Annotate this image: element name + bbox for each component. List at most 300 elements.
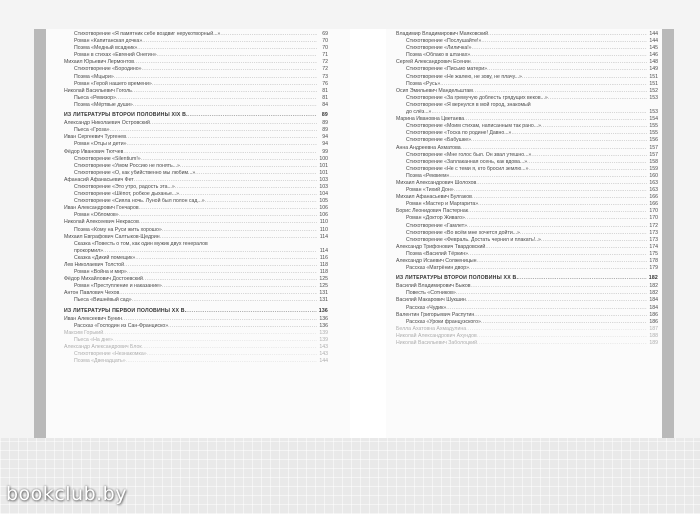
toc-entry-page: 100 <box>319 155 328 162</box>
toc-entry <box>396 208 658 215</box>
toc-entry-title: Роман «Отцы и дети» <box>74 141 127 148</box>
toc-entry <box>64 269 328 276</box>
leader-dots <box>531 152 647 159</box>
toc-entry <box>64 177 328 184</box>
toc-entry <box>396 109 658 116</box>
leader-dots <box>471 59 647 66</box>
toc-entry-page: 170 <box>649 215 658 222</box>
toc-entry-title: Роман в стихах «Евгений Онегин» <box>74 52 157 59</box>
leader-dots <box>162 283 317 290</box>
toc-entry <box>396 194 658 201</box>
section-heading <box>396 275 658 282</box>
toc-entry-page: 144 <box>649 38 658 45</box>
toc-entry <box>396 223 658 230</box>
toc-entry <box>64 323 328 330</box>
toc-entry-page: 143 <box>319 351 328 358</box>
toc-entry-title: Рассказ «Уроки французского» <box>406 318 481 325</box>
toc-entry-title: Осип Эмильевич Мандельштам <box>396 87 473 94</box>
toc-entry <box>396 283 658 290</box>
leader-dots <box>195 170 317 177</box>
leader-dots <box>126 358 317 365</box>
toc-entry-page: 160 <box>649 172 658 179</box>
toc-entry-title: Фёдор Иванович Тютчев <box>64 148 124 155</box>
toc-entry-page: 131 <box>319 290 328 297</box>
toc-entry <box>396 201 658 208</box>
toc-entry-page: 184 <box>649 304 658 311</box>
toc-entry-page: 94 <box>322 134 328 141</box>
toc-entry <box>396 81 658 88</box>
toc-entry-title: Стихотворение «Бабушке» <box>406 137 472 144</box>
toc-entry-title: Стихотворение «Гамлет» <box>406 222 467 229</box>
toc-entry <box>396 187 658 194</box>
leader-dots <box>485 244 647 251</box>
toc-entry <box>64 276 328 283</box>
toc-entry <box>396 319 658 326</box>
leader-dots <box>116 95 317 102</box>
toc-entry <box>64 59 328 66</box>
toc-entry-page: 136 <box>319 322 328 329</box>
toc-entry <box>396 102 658 109</box>
leader-dots <box>139 219 317 226</box>
leader-dots <box>134 177 317 184</box>
leader-dots <box>168 323 317 330</box>
toc-entry-page: 166 <box>649 194 658 201</box>
toc-entry-title: Рассказ «Чудик» <box>406 304 447 311</box>
leader-dots <box>477 333 647 340</box>
toc-entry-page: 163 <box>649 187 658 194</box>
toc-entry-title: Стихотворение «Лиличка!» <box>406 45 472 52</box>
toc-entry-title: Поэма «Кому на Руси жить хорошо» <box>74 226 162 233</box>
toc-entry-title: Стихотворение «Моим стихам, написанным так рано...» <box>406 123 541 130</box>
toc-entry-title: Стихотворение «Я памятник себе воздвиг нерукотворный...» <box>74 31 221 37</box>
toc-entry-page: 106 <box>319 212 328 219</box>
toc-entry-title: Михаил Евграфович Салтыков-Щедрин <box>64 233 160 240</box>
toc-entry-title: Михаил Афанасьевич Булгаков <box>396 194 472 201</box>
toc-entry-title: Стихотворение «Февраль. Достать чернил и плакать!..» <box>406 236 541 243</box>
toc-entry-page: 154 <box>649 116 658 123</box>
leader-dots <box>114 74 317 81</box>
toc-entry-page: 114 <box>319 233 328 240</box>
leader-dots <box>541 123 647 130</box>
toc-entry <box>64 351 328 358</box>
leader-dots <box>119 212 317 219</box>
leader-dots <box>511 130 647 137</box>
leader-dots <box>446 305 647 312</box>
leader-dots <box>147 351 317 358</box>
toc-entry <box>396 340 658 347</box>
toc-entry-page: 114 <box>319 247 328 254</box>
toc-entry-title: Иван Сергеевич Тургенев <box>64 134 126 141</box>
toc-entry-title: Владимир Владимирович Маяковский <box>396 31 489 37</box>
toc-entry <box>396 123 658 130</box>
toc-entry <box>64 205 328 212</box>
toc-entry-title: Поэма «Мёртвые души» <box>74 101 133 108</box>
toc-entry-title: Поэма «Реквием» <box>406 172 450 179</box>
leader-dots <box>188 112 317 119</box>
toc-entry-title: Поэма «Двенадцать» <box>74 358 126 365</box>
leader-dots <box>488 31 647 38</box>
toc-entry <box>64 358 328 365</box>
toc-entry-title: Поэма «Русь» <box>406 80 441 87</box>
toc-entry-title: Поэма «Мцыри» <box>74 73 114 80</box>
toc-entry-page: 163 <box>649 179 658 186</box>
leader-dots <box>220 31 317 38</box>
leader-dots <box>440 81 647 88</box>
toc-entry-page: 139 <box>319 329 328 336</box>
leader-dots <box>478 201 647 208</box>
toc-entry-title: Поэма «Облако в штанах» <box>406 52 471 59</box>
toc-entry-title: Николай Александрович Ахундов <box>396 332 477 339</box>
toc-entry <box>396 244 658 251</box>
toc-entry <box>64 38 328 45</box>
leader-dots <box>548 95 647 102</box>
toc-entry-title: Рассказ «Господин из Сан-Франциско» <box>74 322 169 329</box>
toc-entry <box>64 52 328 59</box>
toc-entry-title: Стихотворение «Сияла ночь. Луной был полон сад...» <box>74 198 205 205</box>
toc-entry-page: 178 <box>649 258 658 264</box>
toc-entry-page: 186 <box>649 311 658 318</box>
leader-dots <box>477 340 647 347</box>
toc-entry-page: 72 <box>322 66 328 73</box>
leader-dots <box>527 159 647 166</box>
toc-entry <box>64 337 328 344</box>
leader-dots <box>529 166 647 173</box>
toc-entry-page: 106 <box>319 205 328 212</box>
watermark-logo: bookclub.by <box>6 483 127 505</box>
leader-dots <box>119 290 317 297</box>
toc-entry <box>64 344 328 351</box>
leader-dots <box>466 297 647 304</box>
toc-entry <box>396 137 658 144</box>
toc-entry <box>396 258 658 265</box>
toc-entry-page: 184 <box>649 297 658 304</box>
toc-entry-page: 157 <box>649 151 658 158</box>
toc-entry-title: Иван Алексеевич Бунин <box>64 315 122 322</box>
toc-entry-title: прокормил» <box>74 247 104 254</box>
toc-entry-page: 104 <box>319 191 328 198</box>
toc-entry-page: 145 <box>649 45 658 52</box>
leader-dots <box>454 187 647 194</box>
toc-entry-page: 157 <box>649 144 658 151</box>
leader-dots <box>124 262 317 269</box>
leader-dots <box>134 59 317 66</box>
toc-entry-page: 99 <box>322 148 328 155</box>
toc-entry <box>396 166 658 173</box>
leader-dots <box>477 258 647 265</box>
toc-entry-title: Василий Владимирович Быков <box>396 283 471 290</box>
toc-entry-title: Стихотворение «Silentium!» <box>74 155 141 162</box>
toc-entry <box>396 237 658 244</box>
leader-dots <box>522 74 647 81</box>
toc-entry-page: 81 <box>322 94 328 101</box>
toc-entry <box>64 31 328 38</box>
leader-dots <box>468 208 647 215</box>
leader-dots <box>472 45 647 52</box>
leader-dots <box>103 330 317 337</box>
toc-entry-page: 70 <box>322 38 328 45</box>
toc-entry-page: 186 <box>649 318 658 325</box>
toc-entry <box>396 66 658 73</box>
leader-dots <box>127 269 317 276</box>
toc-entry-title: Александр Трифонович Твардовский <box>396 243 486 250</box>
section-heading <box>64 308 328 315</box>
toc-entry <box>396 116 658 123</box>
toc-entry-title: Сказка «Дикий помещик» <box>74 254 136 261</box>
toc-entry <box>396 290 658 297</box>
toc-entry <box>396 159 658 166</box>
toc-entry <box>64 149 328 156</box>
toc-entry <box>396 152 658 159</box>
toc-entry-page: 155 <box>649 130 658 137</box>
toc-entry-title: Анна Андреевна Ахматова <box>396 144 461 151</box>
leader-dots <box>139 205 317 212</box>
toc-entry-title: Сказка «Повесть о том, как один мужик двух генералов <box>74 240 208 247</box>
toc-entry-page: 166 <box>649 201 658 208</box>
toc-entry-title: ИЗ ЛИТЕРАТУРЫ ВТОРОЙ ПОЛОВИНЫ XX В. <box>396 275 519 282</box>
book-spread <box>34 29 674 469</box>
toc-entry <box>396 312 658 319</box>
toc-entry <box>396 52 658 59</box>
toc-entry <box>64 248 328 255</box>
toc-entry-title: ИЗ ЛИТЕРАТУРЫ ВТОРОЙ ПОЛОВИНЫ XIX В. <box>64 112 188 119</box>
toc-entry-title: Сергей Александрович Есенин <box>396 59 471 66</box>
toc-entry-page: 70 <box>322 45 328 52</box>
toc-entry-page: 101 <box>319 162 328 169</box>
toc-entry-title: Михаил Юрьевич Лермонтов <box>64 59 134 66</box>
leader-dots <box>186 308 317 315</box>
toc-entry-page: 76 <box>322 80 328 87</box>
toc-entry <box>64 234 328 241</box>
leader-dots <box>481 38 647 45</box>
toc-entry <box>64 127 328 134</box>
toc-entry <box>64 88 328 95</box>
toc-entry-title: Иван Александрович Гончаров <box>64 205 139 212</box>
toc-entry-title: Роман «Преступление и наказание» <box>74 283 162 290</box>
toc-entry-title: Роман «Герой нашего времени» <box>74 80 152 87</box>
table-of-contents-right <box>396 31 658 347</box>
toc-entry-title: Антон Павлович Чехов <box>64 290 120 297</box>
toc-entry-page: 153 <box>649 109 658 116</box>
toc-entry-page: 173 <box>649 236 658 243</box>
toc-entry <box>64 95 328 102</box>
toc-entry <box>64 316 328 323</box>
toc-entry-page: 72 <box>322 59 328 66</box>
toc-entry-title: Рассказ «Матрёнин двор» <box>406 265 470 272</box>
toc-entry <box>64 255 328 262</box>
leader-dots <box>132 297 317 304</box>
toc-entry <box>396 173 658 180</box>
toc-entry <box>396 145 658 152</box>
toc-entry <box>64 184 328 191</box>
toc-entry-title: Пьеса «Гроза» <box>74 127 110 134</box>
toc-entry <box>396 31 658 38</box>
toc-entry-page: 149 <box>649 66 658 73</box>
toc-entry-title: Роман «Обломов» <box>74 212 119 219</box>
toc-entry-title: Поэма «Василий Тёркин» <box>406 250 468 257</box>
toc-entry <box>396 305 658 312</box>
leader-dots <box>431 109 647 116</box>
toc-entry-page: 125 <box>319 283 328 290</box>
toc-entry-title: Стихотворение «За гремучую доблесть грядущих веков...» <box>406 94 548 101</box>
leader-dots <box>467 223 647 230</box>
toc-entry-page: 110 <box>319 226 328 233</box>
toc-entry-page: 189 <box>649 340 658 347</box>
toc-entry-title: Афанасий Афанасьевич Фет <box>64 176 134 183</box>
toc-entry-title: Стихотворение «Умом Россию не понять...» <box>74 162 180 169</box>
toc-entry-page: 151 <box>649 80 658 87</box>
toc-entry-title: Стихотворение «Не с теми я, кто бросил землю...» <box>406 165 529 172</box>
toc-entry-title: Александр Александрович Блок <box>64 344 142 351</box>
toc-entry-title: Стихотворение «Письмо матери» <box>406 66 488 73</box>
toc-entry-title: Стихотворение «Послушайте!» <box>406 38 482 45</box>
toc-entry <box>64 219 328 226</box>
toc-entry <box>396 215 658 222</box>
leader-dots <box>471 137 647 144</box>
toc-entry <box>64 297 328 304</box>
toc-entry-page: 118 <box>319 262 328 268</box>
toc-entry-page: 136 <box>319 315 328 322</box>
toc-entry <box>64 141 328 148</box>
toc-entry-page: 179 <box>649 265 658 272</box>
toc-entry <box>396 333 658 340</box>
toc-entry <box>64 74 328 81</box>
toc-entry-title: Александр Николаевич Островский <box>64 120 150 127</box>
leader-dots <box>518 275 647 282</box>
leader-dots <box>127 141 317 148</box>
toc-entry-page: 182 <box>649 290 658 297</box>
leader-dots <box>180 163 317 170</box>
toc-entry-page: 71 <box>322 52 328 59</box>
toc-entry-title: Михаил Александрович Шолохов <box>396 179 477 186</box>
toc-entry-page: 148 <box>649 59 658 66</box>
toc-entry-title: Борис Леонидович Пастернак <box>396 208 469 215</box>
leader-dots <box>137 45 317 52</box>
toc-entry-title: Пьеса «Ревизор» <box>74 94 116 101</box>
toc-entry <box>64 163 328 170</box>
toc-entry-page: 101 <box>319 169 328 176</box>
leader-dots <box>520 230 647 237</box>
toc-entry-title: Николай Васильевич Гоголь <box>64 87 132 94</box>
toc-entry <box>396 45 658 52</box>
leader-dots <box>132 88 317 95</box>
toc-entry-title: Александр Исаевич Солженицын <box>396 258 477 264</box>
toc-entry-page: 125 <box>319 276 328 283</box>
toc-entry-page: 89 <box>322 120 328 127</box>
toc-entry-page: 153 <box>649 94 658 101</box>
toc-entry <box>64 170 328 177</box>
toc-entry-title: Стихотворение «Во всём мне хочется дойти...» <box>406 229 520 236</box>
toc-entry <box>396 326 658 333</box>
leader-dots <box>126 134 317 141</box>
toc-entry-page: 170 <box>649 208 658 215</box>
toc-entry-title: Стихотворение «О, как убийственно мы любим...» <box>74 169 196 176</box>
leader-dots <box>466 326 647 333</box>
leader-dots <box>113 337 317 344</box>
toc-entry-page: 139 <box>319 336 328 343</box>
leader-dots <box>469 265 647 272</box>
leader-dots <box>142 66 317 73</box>
table-of-contents-left <box>64 31 328 365</box>
leader-dots <box>157 52 317 59</box>
toc-entry <box>64 102 328 109</box>
leader-dots <box>122 316 317 323</box>
toc-entry-page: 159 <box>649 165 658 172</box>
toc-entry <box>64 290 328 297</box>
left-page <box>34 29 350 469</box>
toc-entry <box>64 191 328 198</box>
toc-entry-title: Николай Васильевич Заболоцкий <box>396 340 478 347</box>
toc-entry-page: 103 <box>319 183 328 190</box>
toc-entry <box>64 81 328 88</box>
toc-entry <box>64 66 328 73</box>
toc-entry-title: Роман «Война и мир» <box>74 269 127 276</box>
toc-entry-page: 118 <box>319 269 328 276</box>
toc-entry <box>396 251 658 258</box>
toc-entry-page: 158 <box>649 158 658 165</box>
toc-entry-title: Роман «Тихий Дон» <box>406 187 454 194</box>
toc-entry-page: 94 <box>322 141 328 148</box>
toc-entry-page: 146 <box>649 52 658 59</box>
toc-entry <box>396 88 658 95</box>
toc-entry <box>64 283 328 290</box>
toc-entry-page: 116 <box>319 254 328 261</box>
leader-dots <box>205 198 317 205</box>
toc-entry-title: Пьеса «На дне» <box>74 336 113 343</box>
toc-entry <box>64 45 328 52</box>
toc-entry-title: Николай Алексеевич Некрасов <box>64 219 139 226</box>
toc-entry <box>396 74 658 81</box>
toc-entry-title: Максим Горький <box>64 329 104 336</box>
toc-entry-page: 172 <box>649 222 658 229</box>
leader-dots <box>449 173 647 180</box>
toc-entry <box>64 241 328 248</box>
toc-entry-page: 110 <box>319 219 328 226</box>
toc-entry <box>396 95 658 102</box>
toc-entry <box>64 227 328 234</box>
leader-dots <box>110 127 318 134</box>
leader-dots <box>465 215 647 222</box>
toc-entry-page: 173 <box>649 229 658 236</box>
page-edge-shadow <box>662 29 674 469</box>
toc-entry-page: 89 <box>322 127 328 134</box>
toc-entry-title: до слёз...» <box>406 109 432 116</box>
toc-entry <box>396 297 658 304</box>
toc-entry-title: Повесть «Сотников» <box>406 290 456 297</box>
leader-dots <box>123 149 317 156</box>
toc-entry-title: Стихотворение «Мне голос был. Он звал утешно...» <box>406 151 532 158</box>
leader-dots <box>103 248 317 255</box>
toc-entry-title: Стихотворение «Это утро, радость эта...» <box>74 183 175 190</box>
leader-dots <box>162 227 317 234</box>
toc-entry-title: Стихотворение «Тоска по родине! Давно...» <box>406 130 512 137</box>
toc-entry-page: 144 <box>319 358 328 365</box>
toc-entry <box>64 330 328 337</box>
leader-dots <box>143 276 317 283</box>
toc-entry-page: 103 <box>319 176 328 183</box>
leader-dots <box>141 156 317 163</box>
leader-dots <box>175 184 317 191</box>
leader-dots <box>456 290 647 297</box>
toc-entry <box>396 265 658 272</box>
leader-dots <box>179 191 317 198</box>
toc-entry-title: Поэма «Медный всадник» <box>74 45 138 52</box>
toc-entry-page: 73 <box>322 73 328 80</box>
leader-dots <box>160 234 317 241</box>
toc-entry-page: 187 <box>649 325 658 332</box>
section-heading <box>64 112 328 119</box>
leader-dots <box>135 255 317 262</box>
toc-entry-page: 152 <box>649 87 658 94</box>
